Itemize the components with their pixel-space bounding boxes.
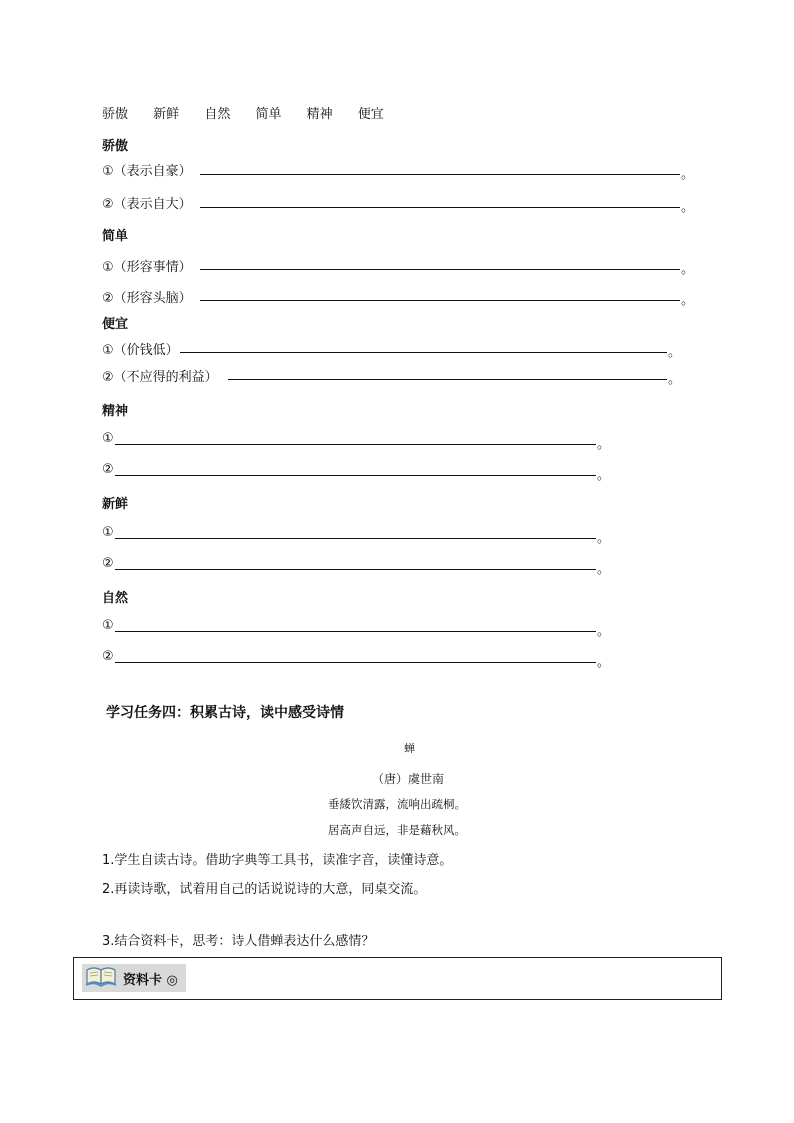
answer-blank[interactable] xyxy=(200,300,680,301)
end-mark: 。 xyxy=(597,531,611,546)
end-mark: 。 xyxy=(597,655,611,670)
poem-author: （唐）虞世南 xyxy=(372,772,445,786)
poem-line: 居高声自远，非是藉秋风。 xyxy=(328,823,466,837)
answer-blank[interactable] xyxy=(228,379,667,380)
answer-blank[interactable] xyxy=(115,662,596,663)
answer-blank[interactable] xyxy=(200,269,680,270)
answer-blank[interactable] xyxy=(180,352,667,353)
answer-blank[interactable] xyxy=(200,207,680,208)
answer-blank[interactable] xyxy=(115,475,596,476)
end-mark: 。 xyxy=(681,200,695,215)
question-text: 2.再读诗歌，试着用自己的话说说诗的大意，同桌交流。 xyxy=(102,882,427,897)
end-mark: 。 xyxy=(681,262,695,277)
section-heading: 学习任务四：积累古诗，读中感受诗情 xyxy=(106,705,344,721)
entry-item-label: ① xyxy=(102,431,114,446)
entry-item-label: ② xyxy=(102,556,114,571)
end-mark: 。 xyxy=(668,345,682,360)
book-icon xyxy=(85,965,117,991)
entry-item-label: ①（形容事情） xyxy=(102,260,192,275)
end-mark: 。 xyxy=(597,562,611,577)
entry-heading-pianyi: 便宜 xyxy=(102,317,129,332)
entry-heading-ziran: 自然 xyxy=(102,591,129,606)
entry-heading-xinxian: 新鲜 xyxy=(102,497,129,512)
entry-heading-jingshen: 精神 xyxy=(102,404,129,419)
answer-blank[interactable] xyxy=(115,538,596,539)
entry-heading-jiandan: 简单 xyxy=(102,229,129,244)
entry-heading-jiaoao: 骄傲 xyxy=(102,139,129,154)
end-mark: 。 xyxy=(597,624,611,639)
word-bank-item: 精神 xyxy=(306,107,333,122)
end-mark: 。 xyxy=(597,468,611,483)
info-card-header xyxy=(82,964,186,992)
end-mark: 。 xyxy=(668,372,682,387)
entry-item-label: ① xyxy=(102,525,114,540)
word-bank-item: 骄傲 xyxy=(102,107,129,122)
answer-blank[interactable] xyxy=(115,631,596,632)
entry-item-label: ①（价钱低） xyxy=(102,343,179,358)
end-mark: 。 xyxy=(681,167,695,182)
entry-item-label: ①（表示自豪） xyxy=(102,164,192,179)
entry-item-label: ②（表示自大） xyxy=(102,197,192,212)
word-bank-item: 新鲜 xyxy=(153,107,180,122)
question-text: 3.结合资料卡，思考：诗人借蝉表达什么感情？ xyxy=(102,934,375,949)
word-bank-item: 简单 xyxy=(255,107,282,122)
entry-item-label: ②（形容头脑） xyxy=(102,291,192,306)
answer-blank[interactable] xyxy=(115,444,596,445)
entry-item-label: ② xyxy=(102,649,114,664)
entry-item-label: ② xyxy=(102,462,114,477)
word-bank xyxy=(102,103,405,122)
word-bank-item: 自然 xyxy=(204,107,231,122)
word-bank-item: 便宜 xyxy=(357,107,384,122)
entry-item-label: ②（不应得的利益） xyxy=(102,370,218,385)
end-mark: 。 xyxy=(681,293,695,308)
info-card-label: 资料卡 ◎ xyxy=(123,972,178,988)
info-card xyxy=(73,957,722,1000)
entry-item-label: ① xyxy=(102,618,114,633)
answer-blank[interactable] xyxy=(115,569,596,570)
answer-blank[interactable] xyxy=(200,174,680,175)
end-mark: 。 xyxy=(597,437,611,452)
poem-line: 垂緌饮清露，流响出疏桐。 xyxy=(328,797,466,811)
poem-title: 蝉 xyxy=(404,742,415,755)
question-text: 1.学生自读古诗。借助字典等工具书，读准字音，读懂诗意。 xyxy=(102,853,453,868)
